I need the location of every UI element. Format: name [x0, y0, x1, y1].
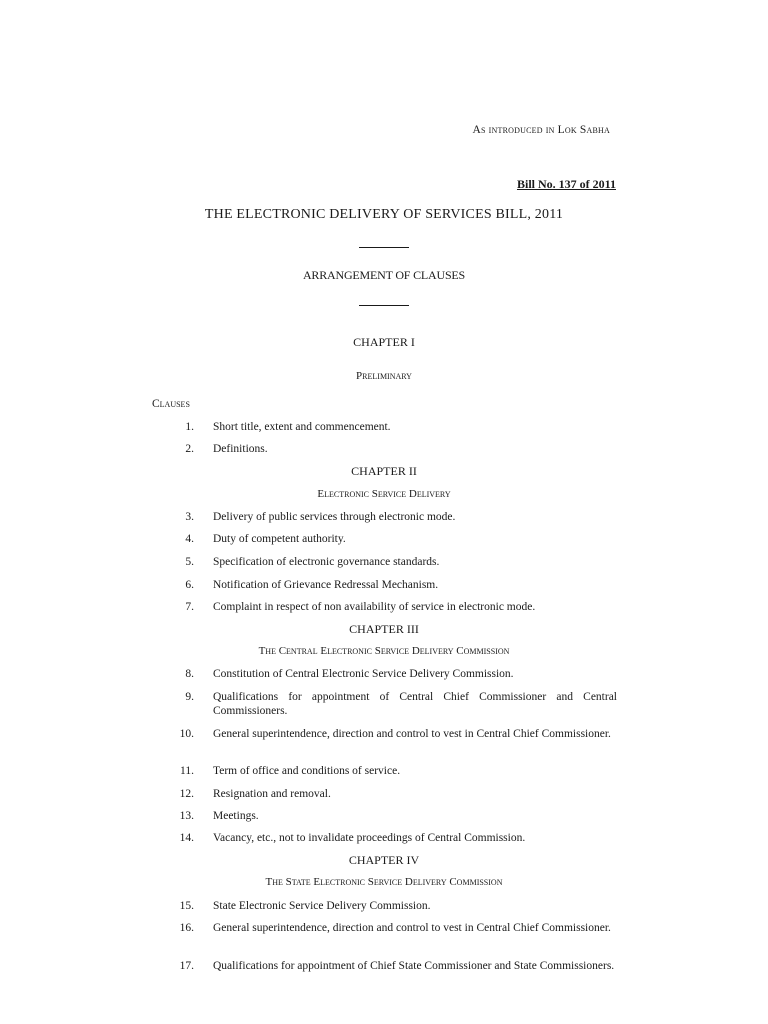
clause-number: 6. — [185, 579, 194, 591]
arrangement-heading: ARRANGEMENT OF CLAUSES — [302, 268, 466, 282]
clause-text: General superintendence, direction and control to vest in Central Chief Commissioner. — [213, 922, 611, 934]
clause-text: Notification of Grievance Redressal Mechanism. — [213, 579, 439, 591]
clause-number: 9. — [185, 691, 194, 703]
chapter-heading: CHAPTER IV — [348, 853, 420, 867]
clause-text: State Electronic Service Delivery Commission. — [213, 900, 431, 912]
clause-number: 11. — [180, 765, 194, 777]
clause-number: 12. — [179, 788, 194, 800]
clause-number: 2. — [185, 443, 194, 455]
chapter-subheading: Electronic Service Delivery — [317, 488, 451, 500]
divider-rule — [359, 247, 409, 248]
chapter-subheading: Preliminary — [356, 370, 412, 382]
clause-number: 7. — [185, 601, 194, 613]
clause-number: 17. — [179, 960, 194, 972]
clause-text: Resignation and removal. — [213, 788, 331, 800]
clause-text: Specification of electronic governance standards. — [213, 556, 440, 568]
chapter-heading: CHAPTER I — [353, 335, 415, 349]
clause-text: General superintendence, direction and control to vest in Central Chief Commissioner. — [213, 728, 611, 740]
bill-title: THE ELECTRONIC DELIVERY OF SERVICES BILL, 2011 — [204, 207, 564, 222]
clause-number: 14. — [179, 832, 194, 844]
clause-number: 13. — [179, 810, 194, 822]
chapter-heading: CHAPTER II — [351, 464, 417, 478]
clause-text: Term of office and conditions of service. — [213, 765, 401, 777]
clause-number: 15. — [179, 900, 194, 912]
clause-text: Definitions. — [213, 443, 268, 455]
clause-text: Vacancy, etc., not to invalidate proceedings of Central Commission. — [213, 832, 526, 844]
clause-text: Short title, extent and commencement. — [213, 421, 391, 433]
divider-rule — [359, 305, 409, 306]
clause-text: Delivery of public services through electronic mode. — [213, 511, 456, 523]
clauses-label: Clauses — [152, 398, 190, 410]
clause-text: Constitution of Central Electronic Service Delivery Commission. — [213, 668, 514, 680]
chapter-subheading: The State Electronic Service Delivery Commission — [265, 876, 503, 888]
clause-number: 5. — [185, 556, 194, 568]
clause-text: Meetings. — [213, 810, 259, 822]
chapter-heading: CHAPTER III — [349, 622, 419, 636]
introduced-note: As introduced in Lok Sabha — [472, 124, 610, 136]
clause-number: 1. — [185, 421, 194, 433]
clause-number: 8. — [185, 668, 194, 680]
clause-text: Duty of competent authority. — [213, 533, 346, 545]
clause-text: Complaint in respect of non availability of service in electronic mode. — [213, 601, 536, 613]
clause-text: Qualifications for appointment of Central Chief Commissioner and Central Commissioners. — [213, 691, 617, 717]
bill-number: Bill No. 137 of 2011 — [516, 177, 616, 191]
clause-text: Qualifications for appointment of Chief State Commissioner and State Commissioners. — [213, 960, 615, 972]
clause-number: 4. — [185, 533, 194, 545]
clause-number: 10. — [179, 728, 194, 740]
clause-number: 3. — [185, 511, 194, 523]
clause-number: 16. — [179, 922, 194, 934]
chapter-subheading: The Central Electronic Service Delivery Commission — [258, 645, 510, 657]
